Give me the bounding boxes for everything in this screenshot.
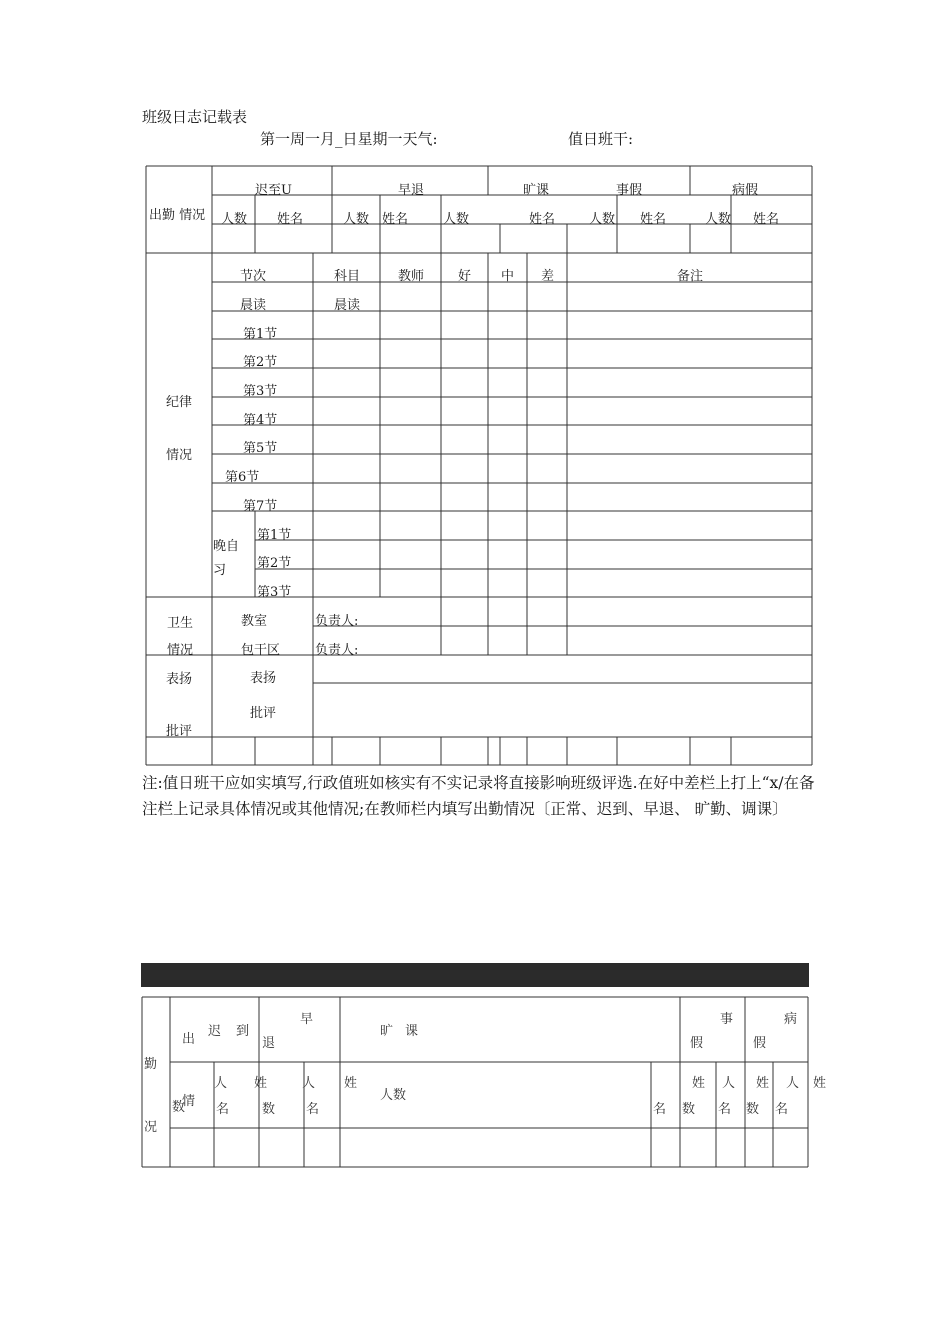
fragment-char: 事 xyxy=(720,1012,734,1027)
evening-period-1: 第1节 xyxy=(257,528,292,543)
fragment-char: 人 xyxy=(722,1076,736,1091)
fragment-char: 退 xyxy=(262,1036,276,1051)
fragment-char: 人 xyxy=(302,1076,316,1091)
classroom-label: 教室 xyxy=(241,614,268,629)
fragment-char: 数 xyxy=(746,1102,760,1117)
date-weather-line: 第一周一月_日星期一天气: xyxy=(260,130,438,148)
personal-leave-header: 事假 xyxy=(616,183,643,198)
fragment-char: 数 xyxy=(172,1100,186,1115)
period-morning-reading: 晨读 xyxy=(240,298,267,313)
name-label: 姓名 xyxy=(277,212,304,227)
fragment-char: 情 xyxy=(182,1094,196,1109)
subject-morning-reading: 晨读 xyxy=(334,298,361,313)
discipline-section-label: 纪律 xyxy=(166,395,193,410)
average-column-header: 中 xyxy=(501,269,515,284)
fragment-char: 假 xyxy=(690,1036,704,1051)
fragment-char: 数 xyxy=(682,1102,696,1117)
evening-study-label-2: 习 xyxy=(213,563,227,578)
praise-label: 表扬 xyxy=(250,671,277,686)
fragment-char: 名 xyxy=(775,1102,789,1117)
fragment-char: 假 xyxy=(753,1036,767,1051)
attendance-section-label: 出勤 情况 xyxy=(149,208,206,223)
fragment-char: 课 xyxy=(405,1024,419,1039)
truancy-header: 旷课 xyxy=(523,183,550,198)
fragment-char: 姓 xyxy=(344,1076,358,1091)
fragment-char: 勤 xyxy=(144,1057,158,1072)
evening-period-2: 第2节 xyxy=(257,556,292,571)
document-title: 班级日志记载表 xyxy=(142,108,248,126)
early-leave-header: 早退 xyxy=(398,183,425,198)
count-label: 人数 xyxy=(221,212,248,227)
hygiene-section-label: 卫生 xyxy=(167,616,194,631)
remark-column-header: 备注 xyxy=(677,269,704,284)
owner-label: 负责人: xyxy=(315,614,359,629)
period-1: 第1节 xyxy=(243,327,278,342)
footnote: 注:值日班干应如实填写,行政值班如核实有不实记录将直接影响班级评选.在好中差栏上打上“x/在备注栏上记录具体情况或其他情况;在教师栏内填写出勤情况〔正常、迟到、早退、 旷勤、调课〕 xyxy=(142,774,815,818)
period-4: 第4节 xyxy=(243,413,278,428)
fragment-char: 名 xyxy=(718,1102,732,1117)
fragment-char: 名 xyxy=(216,1102,230,1117)
hygiene-section-label-2: 情况 xyxy=(167,643,194,658)
name-label: 姓名 xyxy=(382,212,409,227)
late-header: 迟至U xyxy=(255,183,292,198)
name-label: 姓名 xyxy=(753,212,780,227)
fragment-char: 姓 xyxy=(692,1076,706,1091)
fragment-char: 况 xyxy=(144,1120,158,1135)
period-column-header: 节次 xyxy=(240,269,267,284)
fragment-char: 病 xyxy=(784,1012,798,1027)
fragment-char: 名 xyxy=(306,1102,320,1117)
duty-cadre-label: 值日班干: xyxy=(568,130,634,148)
poor-column-header: 差 xyxy=(541,269,555,284)
period-7: 第7节 xyxy=(243,499,278,514)
fragment-char: 人 xyxy=(214,1076,228,1091)
fragment-char: 早 xyxy=(300,1012,314,1027)
fragment-char: 人 xyxy=(786,1076,800,1091)
fragment-char: 姓 xyxy=(813,1076,827,1091)
period-3: 第3节 xyxy=(243,384,278,399)
discipline-section-label-2: 情况 xyxy=(166,448,193,463)
subject-column-header: 科目 xyxy=(334,269,361,284)
evening-study-label: 晚自 xyxy=(213,539,240,554)
count-label: 人数 xyxy=(443,212,470,227)
name-label: 姓名 xyxy=(529,212,556,227)
count-label: 人数 xyxy=(343,212,370,227)
count-label: 人数 xyxy=(589,212,616,227)
evening-period-3: 第3节 xyxy=(257,585,292,600)
criticism-label: 批评 xyxy=(250,706,277,721)
teacher-column-header: 教师 xyxy=(398,269,425,284)
fragment-char: 名 xyxy=(653,1102,667,1117)
period-5: 第5节 xyxy=(243,441,278,456)
fragment-char: 到 xyxy=(236,1024,250,1039)
count-label: 人数 xyxy=(705,212,732,227)
period-2: 第2节 xyxy=(243,355,278,370)
name-label: 姓名 xyxy=(640,212,667,227)
owner-label-2: 负责人: xyxy=(315,643,359,658)
fragment-count-label: 人数 xyxy=(380,1088,407,1103)
fragment-char: 旷 xyxy=(380,1024,394,1039)
criticism-section-label: 批评 xyxy=(166,724,193,739)
fragment-char: 数 xyxy=(262,1102,276,1117)
fragment-char: 姓 xyxy=(254,1076,268,1091)
period-6: 第6节 xyxy=(225,470,260,485)
sick-leave-header: 病假 xyxy=(732,183,759,198)
responsibility-area-label: 包干区 xyxy=(241,643,281,658)
good-column-header: 好 xyxy=(458,269,472,284)
fragment-char: 出 xyxy=(182,1032,196,1047)
praise-section-label: 表扬 xyxy=(166,672,193,687)
fragment-char: 迟 xyxy=(208,1024,222,1039)
fragment-char: 姓 xyxy=(756,1076,770,1091)
